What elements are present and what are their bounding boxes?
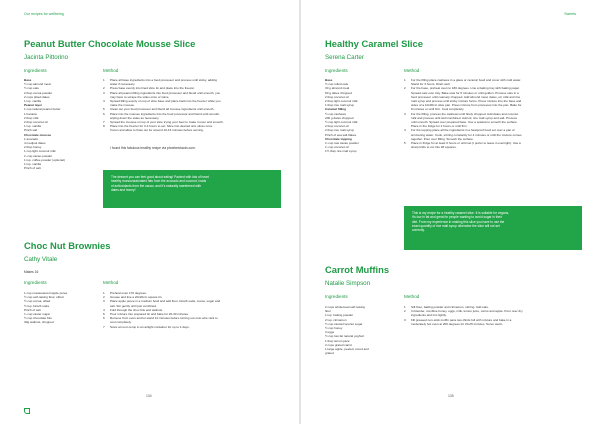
running-head: Our recipes for wellbeing xyxy=(24,12,64,16)
step-text: Remove from oven and let stand 10 minutes before turning out onto wire rack to xyxy=(110,316,218,321)
step-number: 1 xyxy=(404,305,406,309)
step-number: 3 xyxy=(103,299,105,304)
method-step xyxy=(404,141,582,149)
method-step xyxy=(103,112,283,120)
callout-text: of antioxidants from the cacao, and it's naturally sweetened with xyxy=(111,183,202,188)
ingredient-item: 1 tsp. baking powder xyxy=(325,313,354,318)
ingredients-heading: Ingredients xyxy=(24,68,47,73)
step-text: frozen and allow to thaw out for around 10-15 minutes before serving. xyxy=(110,128,204,133)
step-number: 5 xyxy=(404,141,406,146)
callout-text: healthy monounsaturated fats from the avocado and coconut, loads xyxy=(111,179,207,184)
ingredient-item: 1 tsp. vanilla xyxy=(24,124,41,129)
step-text: Stand for 3 hours. Drain well. xyxy=(411,82,451,87)
ingredient-item: ¼ cup cacao powder xyxy=(24,153,53,158)
step-text: Place into the freezer for 3-4 hours to set. Slice into desired size slices once xyxy=(110,124,213,129)
step-number: 3 xyxy=(404,317,406,322)
method-list xyxy=(404,305,582,326)
ingredient-item: Pinch of sea salt flakes xyxy=(325,132,357,137)
step-number: 7 xyxy=(103,324,105,329)
recipe-callout xyxy=(103,170,281,208)
ingredient-item: 2 tbsp light coconut milk xyxy=(325,99,358,104)
ingredient-item: ¼ cup raw cacao powder xyxy=(325,141,359,146)
ingredients-heading: Ingredients xyxy=(325,294,348,299)
method-step xyxy=(404,318,582,326)
ingredient-subheading: Chocolate mousse xyxy=(24,132,52,137)
recipe-title: Carrot Muffins xyxy=(325,264,390,275)
callout-text: The dessert you can feel good about eating! Packed with lots of heart xyxy=(111,175,209,179)
running-head: Sweets xyxy=(564,12,576,16)
step-text: For the filling, process the cashews until finely chopped. Add dates and coconut xyxy=(411,111,519,116)
ingredient-item: ½ cup self-raising flour, sifted xyxy=(24,295,64,300)
ingredient-subheading: Base xyxy=(24,78,32,82)
step-text: water if necessary. xyxy=(110,82,136,87)
recipe-note: I found this fabulous healthy recipe via phoebesfoods.com. xyxy=(110,146,196,150)
callout-text: diet. From my experience in making this slice you have to use the xyxy=(412,219,505,224)
ingredient-item: 2 tbsp rice malt syrup xyxy=(325,128,354,133)
step-number: 1 xyxy=(103,78,105,82)
step-text: Fold through the choc bits and walnuts. xyxy=(110,307,164,312)
method-step xyxy=(404,128,582,141)
step-text: Spread filling evenly on top of slice base and place back into the freezer while you xyxy=(110,99,221,104)
step-number: 2 xyxy=(103,86,105,91)
method-list xyxy=(404,78,582,149)
ingredient-subheading: Chocolate topping xyxy=(325,136,352,141)
step-number: 5 xyxy=(103,107,105,112)
ingredients-list xyxy=(325,78,400,154)
step-number: 2 xyxy=(103,295,105,300)
ingredient-item: 1 tbsp rice malt syrup xyxy=(325,103,354,108)
step-text: Pour mixture into prepared tin and bake for 20-30 minutes. xyxy=(110,312,189,317)
step-text: Preheat oven 170 degrees. xyxy=(110,291,147,295)
ingredient-item: ¼ cup coconut oil xyxy=(325,145,349,150)
step-text: Fill greased non-stick muffin pans two-thirds full with mixture and bake in a xyxy=(411,317,512,322)
ingredient-item: 1 tsp. coffee powder (optional) xyxy=(24,157,65,162)
ingredient-item: 1 tbsp lemon juice xyxy=(325,338,350,343)
method-step xyxy=(404,309,582,317)
ingredient-subheading: Base xyxy=(325,78,333,82)
ingredient-item: ½ cup low fat natural yoghurt xyxy=(325,334,365,339)
ingredient-subheading: Caramel filling xyxy=(325,107,346,112)
method-step xyxy=(103,325,283,329)
step-text: milk and process until well combined. Add oil, rice malt syrup and salt. Process xyxy=(411,115,518,120)
recipe-author: Jacinta Pittorino xyxy=(24,54,69,61)
step-text: cool completely. xyxy=(110,320,132,325)
step-number: 6 xyxy=(103,316,105,321)
ingredient-item: ½ cup castor/coconut sugar xyxy=(325,321,363,326)
ingredient-item: ½ cup rolled oats xyxy=(325,82,349,87)
method-step xyxy=(103,91,283,99)
method-step xyxy=(103,299,283,307)
page-number: 134 xyxy=(146,394,152,398)
ingredient-item: 2 tsp. cinnamon xyxy=(325,317,347,322)
step-text: malt syrup and process until sticky mixture forms. Press mixture into the base and xyxy=(411,99,522,104)
ingredient-item: Pinch of salt xyxy=(24,307,41,312)
ingredient-item: 200 g dates chopped xyxy=(325,115,354,120)
right-page xyxy=(301,0,600,424)
recipe-title: Choc Nut Brownies xyxy=(24,240,111,251)
step-text: moderately hot oven at 200 degrees for 20-25 minutes. Serve warm. xyxy=(411,321,504,326)
step-number: 4 xyxy=(103,307,105,312)
method-list xyxy=(103,78,283,133)
ingredient-item: 30 g almond meal xyxy=(325,86,350,91)
step-text: Sift flour, baking powder and cinnamon, stirring. Add oats. xyxy=(411,305,489,309)
ingredient-item: 2 tbsp honey xyxy=(24,145,42,150)
ingredient-item: ½ tsp. bicarb soda xyxy=(24,303,49,308)
step-text: Grease and line a 20x20cm square tin. xyxy=(110,295,163,300)
ingredient-item: ½ cup almond meal xyxy=(24,82,51,87)
step-text: 8 minutes or until firm. Cool completely. xyxy=(411,107,465,112)
ingredient-item: 3 eggs xyxy=(325,330,335,335)
ingredient-item: 1 cup natural peanut butter xyxy=(24,107,61,112)
method-step xyxy=(103,78,283,86)
ingredient-item: Pinch of salt xyxy=(24,166,41,171)
callout-text: it's low in fat and great for people wanting to avoid sugar in their xyxy=(412,215,502,220)
step-number: 6 xyxy=(103,111,105,116)
step-text: make the mousse. xyxy=(110,103,135,108)
step-text: Clean out your food processor and blend all mousse ingredients until smooth. xyxy=(110,107,215,112)
step-number: 3 xyxy=(103,90,105,95)
recipe-yield: Makes 16 xyxy=(24,270,39,274)
step-text: sides of a 10x30cm slice pan. Press mixture from processor into the pan. Bake for xyxy=(411,103,522,108)
step-text: sharp knife to cut into 28 squares. xyxy=(411,145,457,150)
ingredient-item: 2 cups wholemeal self-raising xyxy=(325,305,365,309)
ingredients-list xyxy=(325,305,400,355)
step-text: For the base, preheat oven to 180 degrees. Line a baking tray with baking paper. xyxy=(411,86,520,91)
page-number: 135 xyxy=(448,394,454,398)
ingredient-item: 1 banana xyxy=(24,111,37,116)
ingredient-item: 2 tbsp cocoa powder xyxy=(24,90,53,95)
method-step xyxy=(103,124,283,132)
step-text: Place in fridge for at least 6 hours or until set (I prefer to leave it overnight). Use a xyxy=(411,141,521,146)
ingredient-item: 30g walnuts, chopped xyxy=(24,320,54,325)
ingredient-item: ½ cup light coconut milk xyxy=(325,120,358,125)
method-step xyxy=(103,99,283,107)
method-step xyxy=(404,112,582,129)
method-heading: Method xyxy=(404,294,420,299)
step-text: Place into the mousse ingredients into the food processor and blend until smooth, xyxy=(110,111,220,116)
step-text: Place all peanut filling ingredients into food processor and blend until smooth, you xyxy=(110,90,221,95)
ingredient-item: ½ cup honey xyxy=(325,326,343,331)
ingredient-item: ½ cup cocoa, sifted xyxy=(24,299,51,304)
ingredient-item: 1 avocado xyxy=(24,136,39,141)
callout-text: exact quantity of rice malt syrup otherwise the slice will not set xyxy=(412,223,500,228)
step-text: Press base evenly into lined slice tin and place into the freezer. xyxy=(110,86,195,91)
step-number: 3 xyxy=(404,111,406,116)
leaf-icon xyxy=(24,408,30,414)
recipe-author: Serena Carter xyxy=(325,54,364,61)
method-step xyxy=(404,78,582,86)
ingredient-item: 2 tbsp coconut oil xyxy=(325,124,349,129)
callout-text: This is my recipe for a healthy caramel slice. It is suitable for vegans, xyxy=(412,211,510,215)
ingredient-item: 1 large apple, peeled, cored and xyxy=(325,347,369,352)
step-text: Place all base ingredients into a food processor and process until sticky, adding xyxy=(110,78,217,82)
step-number: 4 xyxy=(404,128,406,133)
step-text: until smooth. Spread over prepared base. Use a spatula to smooth the surface. xyxy=(411,120,518,125)
step-number: 5 xyxy=(103,312,105,317)
step-text: simmering water. Cook, stirring constantly for 4 minutes or until the mixture comes xyxy=(411,132,522,137)
recipe-author: Natalie Simpson xyxy=(325,280,371,287)
step-text: For the topping place all the ingredients in a heatproof bowl set over a pan of xyxy=(411,128,515,133)
step-text: Place apple puree in a medium bowl and add flour, bicarb soda, cocoa, sugar and xyxy=(110,299,221,304)
ingredient-item: 1 tsp. vanilla xyxy=(24,99,41,104)
step-text: Spread oats over tray. Bake oats for 6 minutes or until golden. Process oats in a xyxy=(411,90,519,95)
recipe-title: Healthy Caramel Slice xyxy=(325,38,423,49)
method-step xyxy=(404,86,582,111)
ingredient-item: ½ cup oats xyxy=(24,86,39,91)
callout-text: dates and honey! xyxy=(111,187,136,192)
ingredient-item: grated xyxy=(325,351,334,356)
recipe-author: Cathy Vitale xyxy=(24,256,58,263)
step-text: For the filling place cashews in a glass or ceramic bowl and cover with cold water. xyxy=(411,78,522,82)
method-step xyxy=(103,316,283,324)
step-number: 4 xyxy=(103,99,105,104)
method-list xyxy=(103,291,283,329)
step-text: food processor until coarsely chopped. Add almond meal, dates, oil, milk and rice xyxy=(411,94,521,99)
step-number: 7 xyxy=(103,120,105,125)
ingredients-heading: Ingredients xyxy=(24,280,47,285)
ingredient-item: Pinch salt xyxy=(24,128,38,133)
step-text: together. Pour over filling. Smooth the surface. xyxy=(411,136,474,141)
method-heading: Method xyxy=(103,68,119,73)
step-text: salt. Stir gently until just combined. xyxy=(110,303,157,308)
step-text: Store at room temp in an airtight container for up to 4 days. xyxy=(110,324,190,329)
recipe-title: Peanut Butter Chocolate Mousse Slice xyxy=(24,38,196,49)
left-page xyxy=(0,0,299,424)
step-text: may have to scrape the sides once or twice. xyxy=(110,94,170,99)
ingredient-item: 2 tbsp coconut oil xyxy=(325,94,349,99)
ingredient-item: 2 tbsp milk xyxy=(24,115,39,120)
step-number: 1 xyxy=(404,78,406,82)
step-number: 2 xyxy=(404,309,406,314)
step-number: 8 xyxy=(103,124,105,129)
step-text: In blender, combine honey, eggs, milk, lemon juice, carrot and apple. Pour over dry xyxy=(411,309,523,314)
ingredients-heading: Ingredients xyxy=(325,68,348,73)
ingredient-item: 4 medjool dates xyxy=(24,141,46,146)
step-number: 1 xyxy=(103,291,105,295)
method-heading: Method xyxy=(404,68,420,73)
ingredient-item: 1 cup unsweetened apple puree xyxy=(24,291,68,295)
recipe-callout xyxy=(404,206,582,250)
step-text: wiping down the sides as necessary. xyxy=(110,115,160,120)
ingredients-list xyxy=(24,291,99,325)
ingredient-item: ½ cup cashews xyxy=(325,111,347,116)
callout-text: correctly. xyxy=(412,228,425,233)
ingredient-item: 2 cups grated carrot xyxy=(325,342,353,347)
ingredient-subheading: Peanut layer xyxy=(24,103,43,108)
ingredient-item: 1½ tbsp rice malt syrup xyxy=(325,149,357,154)
ingredient-item: 1 tsp. vanilla xyxy=(24,162,41,167)
ingredient-item: 2 cups pitted dates xyxy=(24,94,50,99)
ingredient-item: 1 cup light coconut milk xyxy=(24,149,56,154)
step-text: Spread the mousse on top of your slice trying your best to make it even and smooth. xyxy=(110,120,224,125)
step-text: Place in the fridge for 2 hours or until firm. xyxy=(411,124,468,129)
ingredients-list xyxy=(24,78,99,170)
method-heading: Method xyxy=(103,280,119,285)
ingredient-item: ¾ cup caster sugar xyxy=(24,312,50,317)
step-text: ingredients and mix lightly. xyxy=(411,313,447,318)
ingredient-item: ½ cup chocolate bits xyxy=(24,316,52,321)
ingredient-item: 2 tbsp coconut oil xyxy=(24,120,48,125)
ingredient-item: 60 g dates chopped xyxy=(325,90,352,95)
ingredient-item: flour xyxy=(325,309,331,314)
step-number: 2 xyxy=(404,86,406,91)
